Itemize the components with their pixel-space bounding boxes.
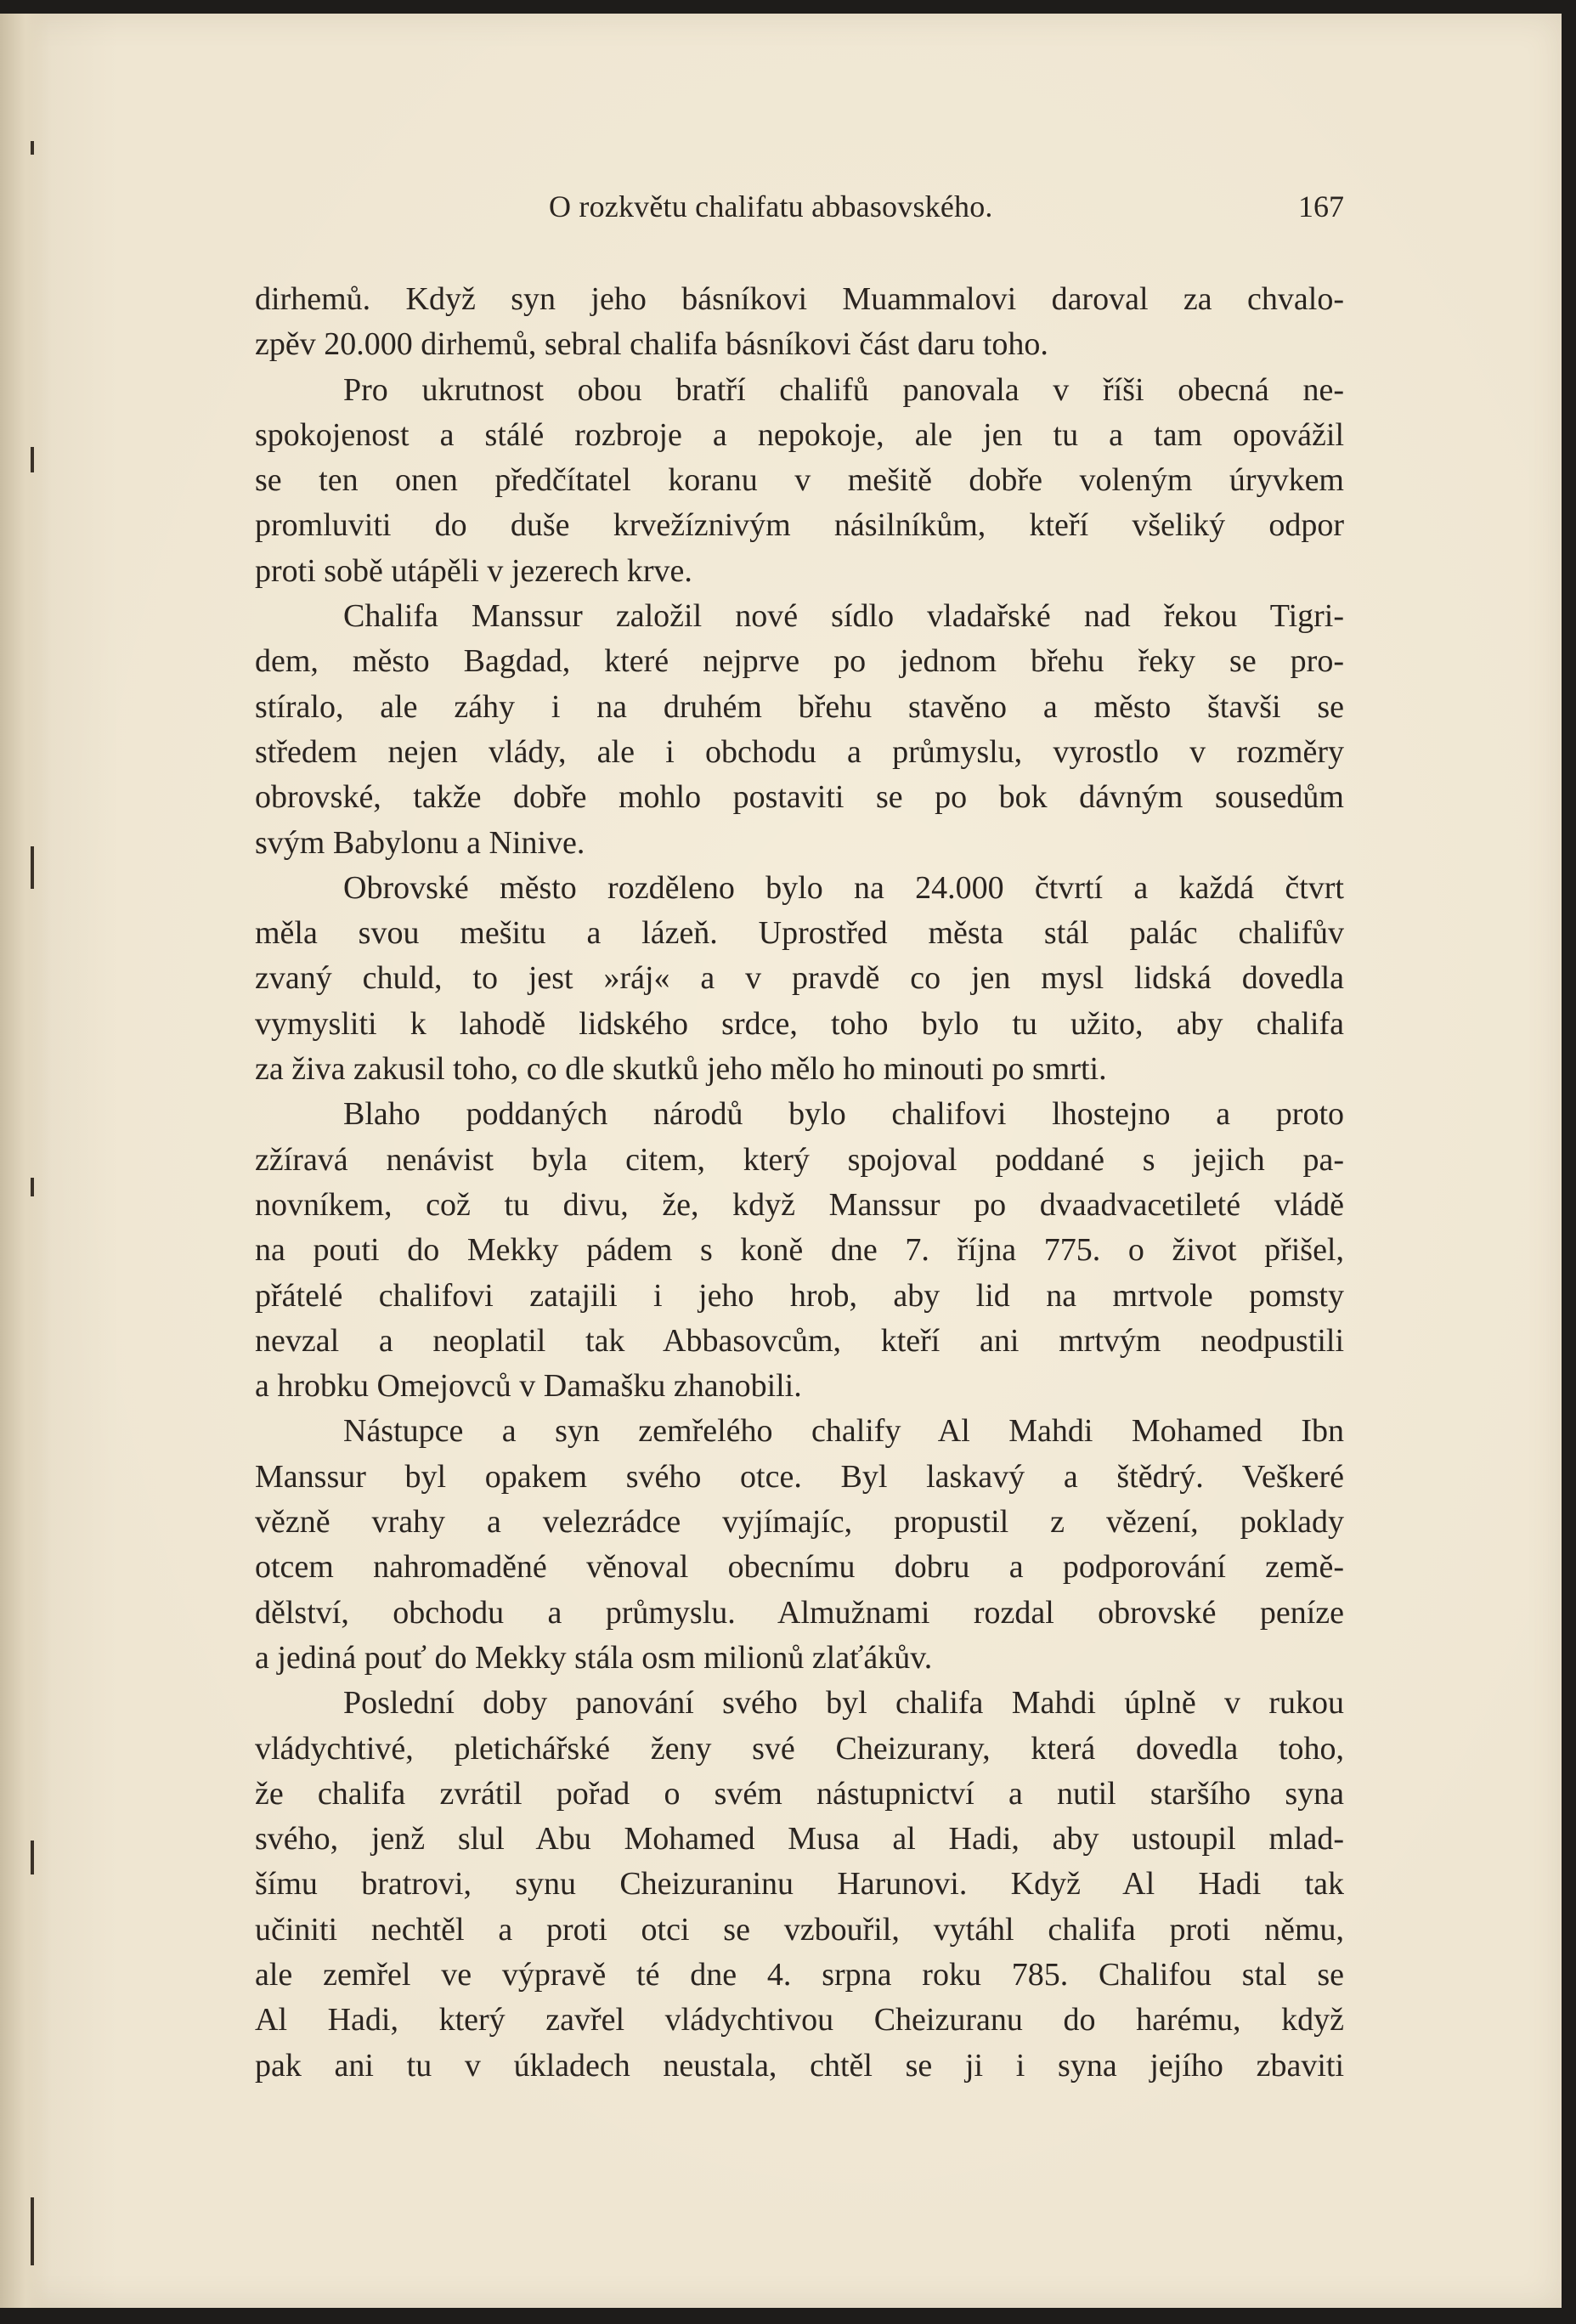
body-text: [255, 277, 1344, 2089]
edge-mark: [31, 846, 34, 889]
book-page: [0, 14, 1562, 2308]
text-line: se ten onen předčítatel koranu v mešitě dobře voleným úryvkem: [255, 462, 1344, 499]
text-line: dělství, obchodu a průmyslu. Almužnami rozdal obrovské peníze: [255, 1594, 1344, 1631]
text-line: Blaho poddaných národů bylo chalifovi lhostejno a proto: [343, 1096, 1344, 1133]
page-number: 167: [1298, 189, 1344, 223]
text-line: vládychtivé, pletichářské ženy své Cheizurany, která dovedla toho,: [255, 1730, 1344, 1767]
text-line: stíralo, ale záhy i na druhém břehu stavěno a město štavši se: [255, 688, 1344, 725]
text-line: spokojenost a stálé rozbroje a nepokoje, ale jen tu a tam opovážil: [255, 416, 1344, 453]
text-line: vězně vrahy a velezrádce vyjímajíc, propustil z vězení, poklady: [255, 1504, 1344, 1541]
page-header: [255, 189, 1344, 231]
text-line: Obrovské město rozděleno bylo na 24.000 čtvrtí a každá čtvrt: [343, 869, 1344, 906]
edge-mark: [31, 141, 34, 155]
text-line: dirhemů. Když syn jeho básníkovi Muammalovi daroval za chvalo-: [255, 281, 1344, 317]
text-line: zžíravá nenávist byla citem, který spojoval poddané s jejich pa-: [255, 1141, 1344, 1178]
text-line: středem nejen vlády, ale i obchodu a průmyslu, vyrostlo v rozměry: [255, 733, 1344, 770]
page-gutter: [0, 14, 51, 2308]
edge-mark: [31, 1178, 34, 1196]
text-line: proti sobě utápěli v jezerech krve.: [255, 552, 692, 589]
text-line: Poslední doby panování svého byl chalifa Mahdi úplně v rukou: [343, 1685, 1344, 1722]
running-head: O rozkvětu chalifatu abbasovského.: [549, 189, 993, 223]
text-line: zpěv 20.000 dirhemů, sebral chalifa básníkovi část daru toho.: [255, 326, 1048, 363]
text-line: otcem nahromaděné věnoval obecnímu dobru a podporování země-: [255, 1549, 1344, 1586]
text-line: pak ani tu v úkladech neustala, chtěl se ji i syna jejího zbaviti: [255, 2047, 1344, 2084]
text-line: Nástupce a syn zemřelého chalify Al Mahdi Mohamed Ibn: [343, 1413, 1344, 1450]
text-line: že chalifa zvrátil pořad o svém nástupnictví a nutil staršího syna: [255, 1775, 1344, 1812]
text-line: novníkem, což tu divu, že, když Manssur po dvaadvacetileté vládě: [255, 1186, 1344, 1223]
text-line: vymysliti k lahodě lidského srdce, toho bylo tu užito, aby chalifa: [255, 1005, 1344, 1042]
text-line: za živa zakusil toho, co dle skutků jeho mělo ho minouti po smrti.: [255, 1051, 1107, 1088]
text-line: svého, jenž slul Abu Mohamed Musa al Hadi, aby ustoupil mlad-: [255, 1821, 1344, 1858]
text-line: promluviti do duše krvežíznivým násilníkům, kteří všeliký odpor: [255, 507, 1344, 544]
edge-mark: [31, 447, 34, 472]
text-line: a hrobku Omejovců v Damašku zhanobili.: [255, 1368, 802, 1405]
text-line: přátelé chalifovi zatajili i jeho hrob, aby lid na mrtvole pomsty: [255, 1277, 1344, 1314]
text-line: Pro ukrutnost obou bratří chalifů panovala v říši obecná ne-: [343, 371, 1344, 408]
text-line: měla svou mešitu a lázeň. Uprostřed města stál palác chalifův: [255, 915, 1344, 952]
text-line: zvaný chuld, to jest »ráj« a v pravdě co jen mysl lidská dovedla: [255, 960, 1344, 997]
text-line: Chalifa Manssur založil nové sídlo vladařské nad řekou Tigri-: [343, 598, 1344, 635]
text-line: učiniti nechtěl a proti otci se vzbouřil, vytáhl chalifa proti němu,: [255, 1911, 1344, 1948]
text-line: obrovské, takže dobře mohlo postaviti se po bok dávným sousedům: [255, 779, 1344, 816]
text-line: ale zemřel ve výpravě té dne 4. srpna roku 785. Chalifou stal se: [255, 1956, 1344, 1993]
text-line: Manssur byl opakem svého otce. Byl laskavý a štědrý. Veškeré: [255, 1458, 1344, 1495]
edge-mark: [31, 1841, 34, 1874]
text-line: dem, město Bagdad, které nejprve po jednom břehu řeky se pro-: [255, 643, 1344, 680]
text-line: svým Babylonu a Ninive.: [255, 824, 585, 861]
text-line: šímu bratrovi, synu Cheizuraninu Harunovi. Když Al Hadi tak: [255, 1866, 1344, 1903]
text-line: na pouti do Mekky pádem s koně dne 7. října 775. o život přišel,: [255, 1232, 1344, 1269]
edge-mark: [31, 2197, 34, 2265]
text-line: Al Hadi, který zavřel vládychtivou Cheizuranu do harému, když: [255, 2002, 1344, 2038]
text-line: nevzal a neoplatil tak Abbasovcům, kteří ani mrtvým neodpustili: [255, 1322, 1344, 1359]
text-line: a jediná pouť do Mekky stála osm milionů zlaťákův.: [255, 1639, 933, 1676]
